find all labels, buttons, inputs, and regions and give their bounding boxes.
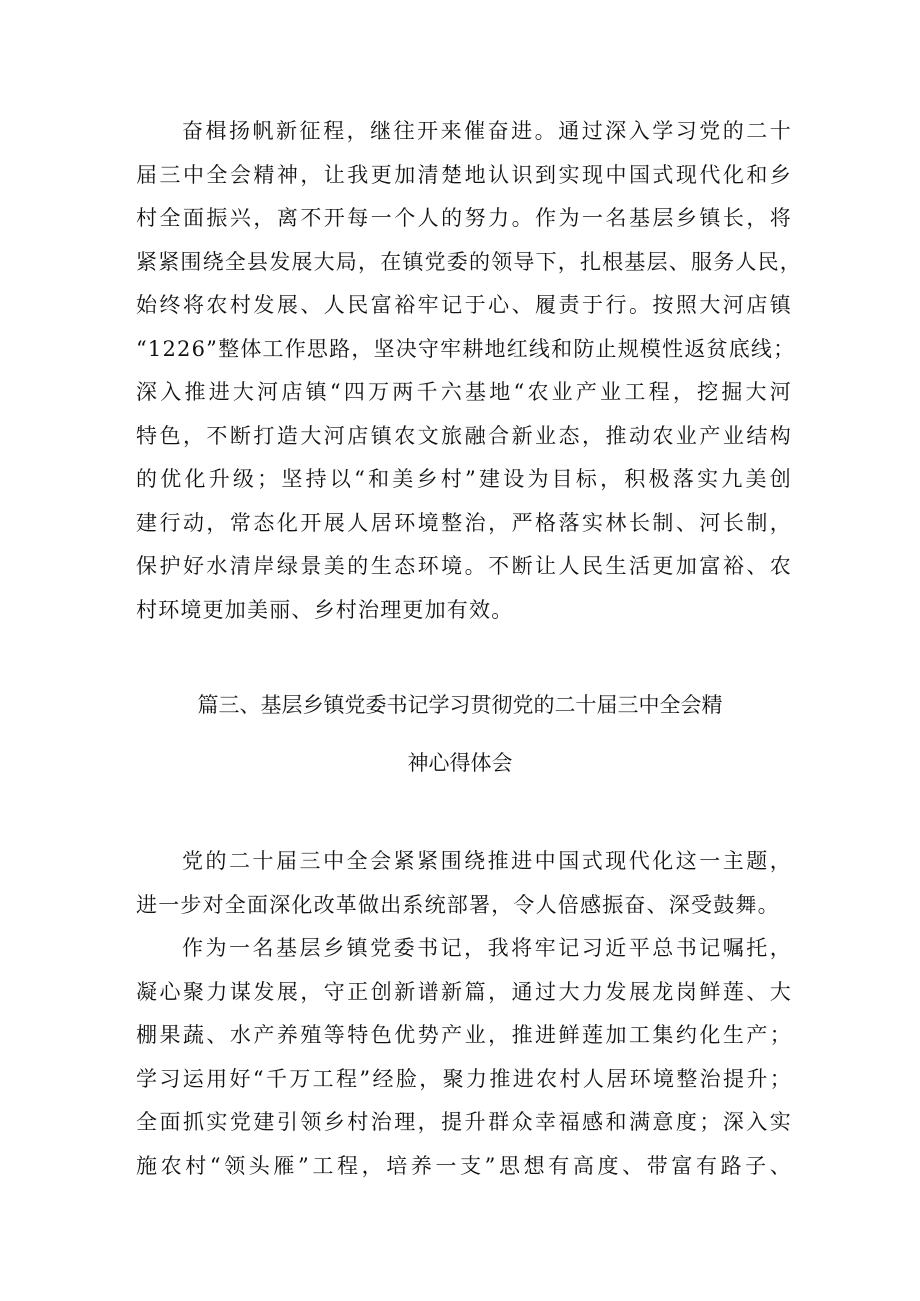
- text-line: “1226”整体工作思路，坚决守牢耕地红线和防止规模性返贫底线；: [136, 336, 796, 361]
- text-line: 党的二十届三中全会紧紧围绕推进中国式现代化这一主题，: [182, 849, 792, 873]
- section-heading: [0, 676, 920, 792]
- text-line: 保护好水清岸绿景美的生态环境。不断让人民生活更加富裕、农: [136, 554, 792, 578]
- text-line: 进一步对全面深化改革做出系统部署，令人倍感振奋、深受鼓舞。: [136, 892, 780, 917]
- heading-line-1: 篇三、基层乡镇党委书记学习贯彻党的二十届三中全会精: [197, 693, 723, 717]
- body-paragraph-2: [136, 840, 792, 1188]
- text-line: 作为一名基层乡镇党委书记，我将牢记习近平总书记嘱托，: [182, 936, 792, 960]
- text-line: 特色，不断打造大河店镇农文旅融合新业态，推动农业产业结构: [136, 423, 792, 448]
- text-line: 全面抓实党建引领乡村治理，提升群众幸福感和满意度；深入实: [136, 1110, 792, 1134]
- text-line: 届三中全会精神，让我更加清楚地认识到实现中国式现代化和乡: [136, 162, 792, 187]
- text-line: 凝心聚力谋发展，守正创新谱新篇，通过大力发展龙岗鲜莲、大: [136, 979, 792, 1004]
- text-line: 深入推进大河店镇“四万两千六基地“农业产业工程，挖掘大河: [136, 380, 792, 404]
- text-line: 施农村“领头雁”工程，培养一支”思想有高度、带富有路子、: [136, 1153, 792, 1178]
- text-line: 的优化升级；坚持以“和美乡村”建设为目标，积极落实九美创: [136, 467, 792, 491]
- body-paragraph-1: [136, 110, 802, 632]
- text-line: 奋楫扬帆新征程，继往开来催奋进。通过深入学习党的二十: [182, 119, 792, 143]
- text-line: 建行动，常态化开展人居环境整治，严格落实林长制、河长制，: [136, 510, 792, 535]
- text-line: 学习运用好“千万工程”经脸，聚力推进农村人居环境整治提升；: [136, 1066, 792, 1091]
- text-line: 村环境更加美丽、乡村治理更加有效。: [136, 597, 514, 622]
- text-line: 村全面振兴，离不开每一个人的努力。作为一名基层乡镇长，将: [136, 206, 792, 230]
- text-line: 紧紧围绕全县发展大局，在镇党委的领导下，扎根基层、服务人民，: [136, 249, 802, 274]
- heading-line-2: 神心得体会: [407, 751, 513, 775]
- text-line: 棚果蔬、水产养殖等特色优势产业，推进鲜莲加工集约化生产；: [136, 1023, 792, 1047]
- text-line: 始终将农村发展、人民富裕牢记于心、履责于行。按照大河店镇: [136, 293, 792, 317]
